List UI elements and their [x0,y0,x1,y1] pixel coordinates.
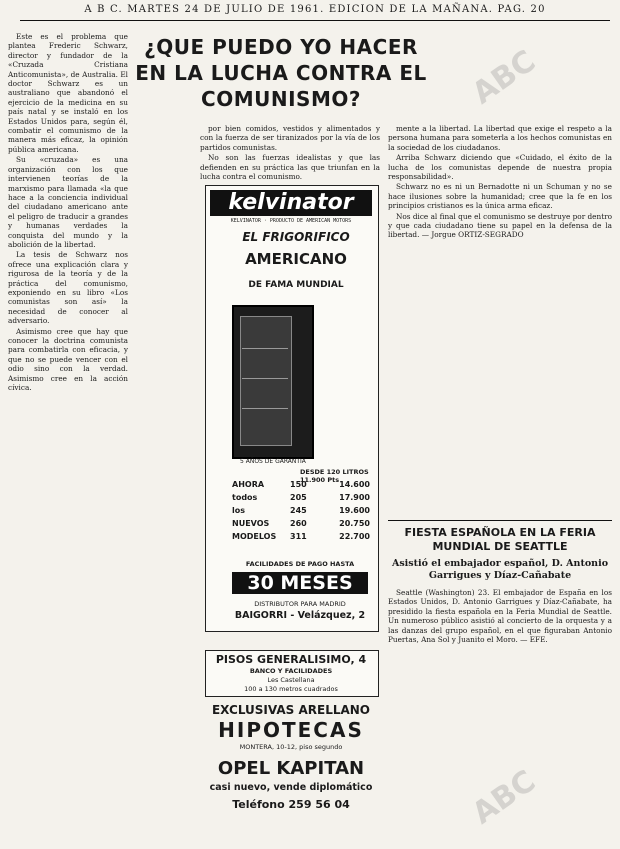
pisos-ad-line: BANCO Y FACILIDADES [249,667,333,675]
pisos-ad-title: PISOS GENERALISIMO, 4 [215,653,367,666]
price-litros: 260 [290,519,307,528]
col2-paragraph: por bien comidos, vestidos y alimentados y con la fuerza de ser tiranizados por la vía de los partidos comunistas. [200,124,380,152]
pisos-ad-line: 100 a 130 metros cuadrados [244,685,338,693]
price-row [290,530,370,543]
kelvinator-logo: kelvinator [210,190,372,216]
seattle-headline: FIESTA ESPAÑOLA EN LA FERIA MUNDIAL DE SEATTLE [404,526,596,553]
arellano-title: EXCLUSIVAS ARELLANO [211,703,371,717]
kelvinator-title-line2: AMERICANO [245,250,347,268]
col1-paragraph: La tesis de Schwarz nos ofrece una explicación clara y rigurosa de la teoría y de la práctica del comunismo, exponiendo en su libro «Los comunistas son así» la necesidad de conocer al adversario. [8,250,128,326]
fridge-interior [240,316,292,446]
arellano-hipotecas: HIPOTECAS [218,718,364,742]
kelvinator-months: 30 MESES [232,572,368,594]
col3-paragraph: Schwarz no es ni un Bernadotte ni un Schuman y no se hace ilusiones sobre la humanidad; cree que la fe en los principios cristianos es la única arma eficaz. [388,182,612,211]
kelvinator-distributor: DISTRIBUTOR PARA MADRID [254,600,346,608]
price-litros: 205 [290,493,307,502]
col2-paragraph: No son las fuerzas idealistas y que las defienden en su práctica las que triunfan en la lucha contra el comunismo. [200,153,380,182]
opel-phone: Teléfono 259 56 04 [232,798,350,811]
right-column [388,124,612,514]
masthead: A B C. MARTES 24 DE JULIO DE 1961. EDICION DE LA MAÑANA. PAG. 20 [84,4,546,15]
price-litros: 245 [290,506,307,515]
left-column [8,32,128,832]
models-label: todos [232,493,258,502]
kelvinator-financing: FACILIDADES DE PAGO HASTA [245,560,355,568]
price-row [290,504,370,517]
top-rule [20,20,610,21]
fridge-shelf [242,378,288,379]
price-litros: 150 [290,480,307,489]
price-value: 14.600 [339,480,370,489]
fridge-shelf [242,348,288,349]
price-value: 20.750 [339,519,370,528]
kelvinator-tagline: KELVINATOR · PRODUCTO DE AMERICAN MOTORS [230,218,352,224]
price-row [290,517,370,530]
models-label: AHORA [232,480,265,489]
seattle-subhead: Asistió el embajador español, D. Antonio Garrigues y Díaz-Cañabate [391,558,609,581]
kelvinator-price-table [290,478,370,543]
price-value: 17.900 [339,493,370,502]
pisos-ad-line: Les Castellana [267,676,315,684]
price-row [290,478,370,491]
watermark: ABC [466,43,542,112]
kelvinator-models-labels [232,478,282,543]
arellano-address: MONTERA, 10-12, piso segundo [239,743,343,751]
kelvinator-price-header: DESDE 120 LITROS 11.900 Pts [300,468,369,484]
opel-title: OPEL KAPITAN [217,758,365,779]
opel-line: casi nuevo, vende diplomático [209,782,373,793]
fridge-shelf [242,408,288,409]
headline: ¿QUE PUEDO YO HACER EN LA LUCHA CONTRA EL COMUNISMO? [135,35,427,111]
col3-paragraph: mente a la libertad. La libertad que exige el respeto a la persona humana para someterla a los hechos comunistas en la sociedad de los ciudadanos. [388,124,612,152]
kelvinator-title-line1: EL FRIGORIFICO [242,230,350,244]
price-value: 22.700 [339,532,370,541]
col1-paragraph: Asimismo cree que hay que conocer la doctrina comunista para combatirla con eficacia, y que no se puede vencer con el odio sino con la verdad. Asimismo cree en la acción cívica. [8,326,128,393]
models-label: los [232,506,245,515]
seattle-rule [388,520,612,521]
col1-paragraph: Su «cruzada» es una organización con los que intervienen teorías de la marxismo para llamada «la que hace a la conciencia individual del ciudadano americano ante el peligro de traducir a grandes y humanas verdades la conquista del mundo y la abolición de la libertad. [8,155,128,249]
watermark: ABC [466,763,542,832]
col3-paragraph: Arriba Schwarz diciendo que «Cuidado, el éxito de la lucha de los comunistas depende de nuestra propia responsabilidad». [388,153,612,182]
models-label: NUEVOS [232,519,270,528]
col1-paragraph: Este es el problema que plantea Frederic Schwarz, director y fundador de la «Cruzada Cristiana Anticomunista», de Australia. El doctor Schwarz es un australiano que abandonó el ejercicio de la medicina en su país natal y se instaló en los Estados Unidos para, según él, combatir el comunismo de la manera más eficaz, la opinión pública americana. [8,32,128,154]
kelvinator-shop: BAIGORRI - Velázquez, 2 [234,610,366,621]
kelvinator-title-line3: DE FAMA MUNDIAL [248,280,344,290]
seattle-paragraph: Seattle (Washington) 23. El embajador de España en los Estados Unidos, D. Antonio Garrigues y Díaz-Cañabate, ha presidido la fiesta española en la Feria Mundial de Seattle. Un numeroso público asistió al concierto de la orquesta y a las danzas del grupo español, en el que figuraban Antonio Puertas, Ana Sol y Juanito el Moro. — EFE. [388,588,612,645]
price-value: 19.600 [339,506,370,515]
price-litros: 311 [290,532,307,541]
col3-paragraph: Nos dice al final que el comunismo se destruye por dentro y que cada ciudadano tiene su papel en la defensa de la libertad. — Jorgue ORTIZ-SEGRADO [388,211,613,240]
price-row [290,491,370,504]
center-column-lead [200,124,380,182]
models-label: MODELOS [232,532,277,541]
kelvinator-guarantee: 5 AÑOS DE GARANTIA [240,458,306,465]
